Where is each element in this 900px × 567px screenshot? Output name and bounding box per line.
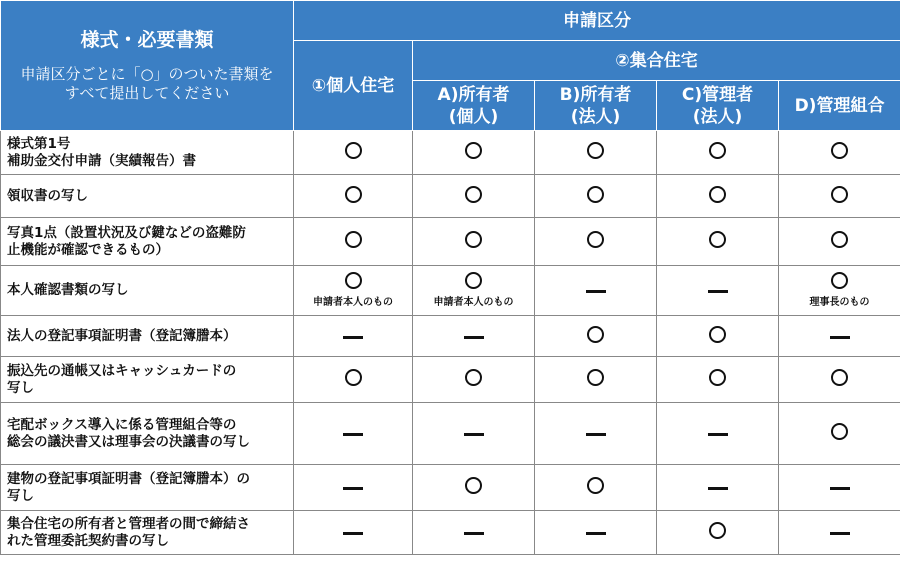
document-label <box>1 175 294 218</box>
required-circle-icon <box>709 142 726 159</box>
mark-cell <box>535 175 657 218</box>
not-required-dash-icon <box>830 336 850 339</box>
document-label-line1: 領収書の写し <box>7 187 88 204</box>
mark-cell <box>413 131 535 175</box>
mark-cell <box>535 316 657 357</box>
mark-cell <box>535 218 657 266</box>
col-d-header: D)管理組合 <box>779 81 900 131</box>
mark-cell <box>535 357 657 403</box>
mark-cell <box>413 511 535 555</box>
form-title: 様式・必要書類 <box>80 28 214 51</box>
not-required-dash-icon <box>343 336 363 339</box>
document-label <box>1 218 294 266</box>
required-circle-icon <box>709 186 726 203</box>
mark-cell <box>779 403 900 465</box>
required-circle-icon <box>709 522 726 539</box>
required-circle-icon <box>831 186 848 203</box>
document-label-line2: れた管理委託契約書の写し <box>7 532 169 549</box>
not-required-dash-icon <box>708 433 728 436</box>
form-instruction-line2: すべて提出してください <box>64 83 230 102</box>
document-label-line1: 建物の登記事項証明書（登記簿謄本）の <box>7 470 250 487</box>
table-row <box>1 266 900 316</box>
table-body <box>1 131 900 555</box>
document-label <box>1 465 294 511</box>
document-label <box>1 131 294 175</box>
document-label-line1: 様式第1号 <box>7 135 71 152</box>
required-circle-icon <box>587 477 604 494</box>
mark-cell <box>657 175 779 218</box>
apartment-header: ②集合住宅 <box>413 41 900 81</box>
mark-cell <box>535 511 657 555</box>
mark-cell <box>779 511 900 555</box>
mark-cell <box>535 403 657 465</box>
required-circle-icon <box>709 369 726 386</box>
document-label <box>1 266 294 316</box>
form-instruction-line1: 申請区分ごとに「○」のついた書類を <box>20 64 274 83</box>
required-circle-icon <box>709 326 726 343</box>
mark-cell <box>413 357 535 403</box>
table-row <box>1 316 900 357</box>
document-label-line1: 写真1点（設置状況及び鍵などの盗難防 <box>7 224 246 241</box>
table-row <box>1 511 900 555</box>
required-circle-icon <box>587 326 604 343</box>
required-circle-icon <box>831 231 848 248</box>
form-header-cell <box>1 1 294 131</box>
required-circle-icon <box>831 423 848 440</box>
document-label-line2: 止機能が確認できるもの） <box>7 241 169 258</box>
category-title: 申請区分 <box>294 1 900 41</box>
required-circle-icon <box>831 369 848 386</box>
mark-cell <box>294 266 413 316</box>
required-circle-icon <box>465 477 482 494</box>
mark-cell <box>657 218 779 266</box>
not-required-dash-icon <box>586 532 606 535</box>
mark-cell <box>657 131 779 175</box>
mark-cell <box>657 357 779 403</box>
document-label-line1: 法人の登記事項証明書（登記簿謄本） <box>7 327 237 344</box>
mark-cell <box>657 266 779 316</box>
required-circle-icon <box>345 272 362 289</box>
required-circle-icon <box>587 142 604 159</box>
document-label-line1: 本人確認書類の写し <box>7 282 129 298</box>
mark-cell <box>779 465 900 511</box>
document-label-line2: 写し <box>7 487 34 504</box>
required-circle-icon <box>465 186 482 203</box>
mark-cell <box>294 465 413 511</box>
not-required-dash-icon <box>586 433 606 436</box>
required-circle-icon <box>587 186 604 203</box>
mark-cell <box>657 316 779 357</box>
not-required-dash-icon <box>464 433 484 436</box>
mark-cell <box>535 131 657 175</box>
not-required-dash-icon <box>464 336 484 339</box>
mark-note: 理事長のもの <box>809 297 870 308</box>
mark-cell <box>413 316 535 357</box>
mark-cell <box>779 357 900 403</box>
mark-cell <box>779 266 900 316</box>
table-row <box>1 131 900 175</box>
not-required-dash-icon <box>464 532 484 535</box>
mark-cell <box>413 403 535 465</box>
table-row <box>1 403 900 465</box>
col-c-line2: (法人) <box>692 106 743 127</box>
required-circle-icon <box>831 142 848 159</box>
required-circle-icon <box>465 272 482 289</box>
mark-cell <box>779 218 900 266</box>
mark-cell <box>294 218 413 266</box>
document-label-line2: 総会の議決書又は理事会の決議書の写し <box>7 433 250 450</box>
required-circle-icon <box>345 142 362 159</box>
col-a-line1: A)所有者 <box>437 84 510 105</box>
required-circle-icon <box>345 231 362 248</box>
mark-cell <box>294 131 413 175</box>
document-label <box>1 316 294 357</box>
required-circle-icon <box>465 142 482 159</box>
required-circle-icon <box>587 231 604 248</box>
mark-note: 申請者本人のもの <box>433 297 514 308</box>
document-label-line1: 振込先の通帳又はキャッシュカードの <box>7 362 237 379</box>
not-required-dash-icon <box>830 532 850 535</box>
not-required-dash-icon <box>586 290 606 293</box>
mark-cell <box>779 316 900 357</box>
not-required-dash-icon <box>343 487 363 490</box>
mark-cell <box>294 403 413 465</box>
col-b-header <box>535 81 657 131</box>
individual-house-header: ①個人住宅 <box>294 41 413 131</box>
not-required-dash-icon <box>708 290 728 293</box>
not-required-dash-icon <box>708 487 728 490</box>
col-a-header <box>413 81 535 131</box>
col-c-header <box>657 81 779 131</box>
required-circle-icon <box>587 369 604 386</box>
document-label-line2: 写し <box>7 379 34 396</box>
mark-cell <box>779 175 900 218</box>
mark-cell <box>413 465 535 511</box>
required-circle-icon <box>709 231 726 248</box>
mark-cell <box>413 218 535 266</box>
mark-cell <box>535 465 657 511</box>
col-b-line1: B)所有者 <box>559 84 632 105</box>
not-required-dash-icon <box>343 532 363 535</box>
table-row <box>1 218 900 266</box>
document-label-line2: 補助金交付申請（実績報告）書 <box>7 152 196 169</box>
col-a-line2: (個人) <box>448 106 499 127</box>
mark-cell <box>657 465 779 511</box>
required-circle-icon <box>345 186 362 203</box>
mark-cell <box>657 403 779 465</box>
document-label-line1: 宅配ボックス導入に係る管理組合等の <box>7 416 237 433</box>
document-label <box>1 403 294 465</box>
required-circle-icon <box>465 231 482 248</box>
required-circle-icon <box>831 272 848 289</box>
not-required-dash-icon <box>830 487 850 490</box>
not-required-dash-icon <box>343 433 363 436</box>
document-label <box>1 357 294 403</box>
document-label-line1: 集合住宅の所有者と管理者の間で締結さ <box>7 515 250 532</box>
mark-cell <box>413 266 535 316</box>
mark-cell <box>779 131 900 175</box>
col-b-line2: (法人) <box>570 106 621 127</box>
mark-cell <box>294 175 413 218</box>
mark-note: 申請者本人のもの <box>313 297 393 308</box>
required-circle-icon <box>465 369 482 386</box>
table-row <box>1 465 900 511</box>
required-circle-icon <box>345 369 362 386</box>
table-row <box>1 175 900 218</box>
document-label <box>1 511 294 555</box>
mark-cell <box>294 511 413 555</box>
mark-cell <box>657 511 779 555</box>
table-row <box>1 357 900 403</box>
col-c-line1: C)管理者 <box>681 84 754 105</box>
mark-cell <box>535 266 657 316</box>
mark-cell <box>294 316 413 357</box>
mark-cell <box>413 175 535 218</box>
mark-cell <box>294 357 413 403</box>
